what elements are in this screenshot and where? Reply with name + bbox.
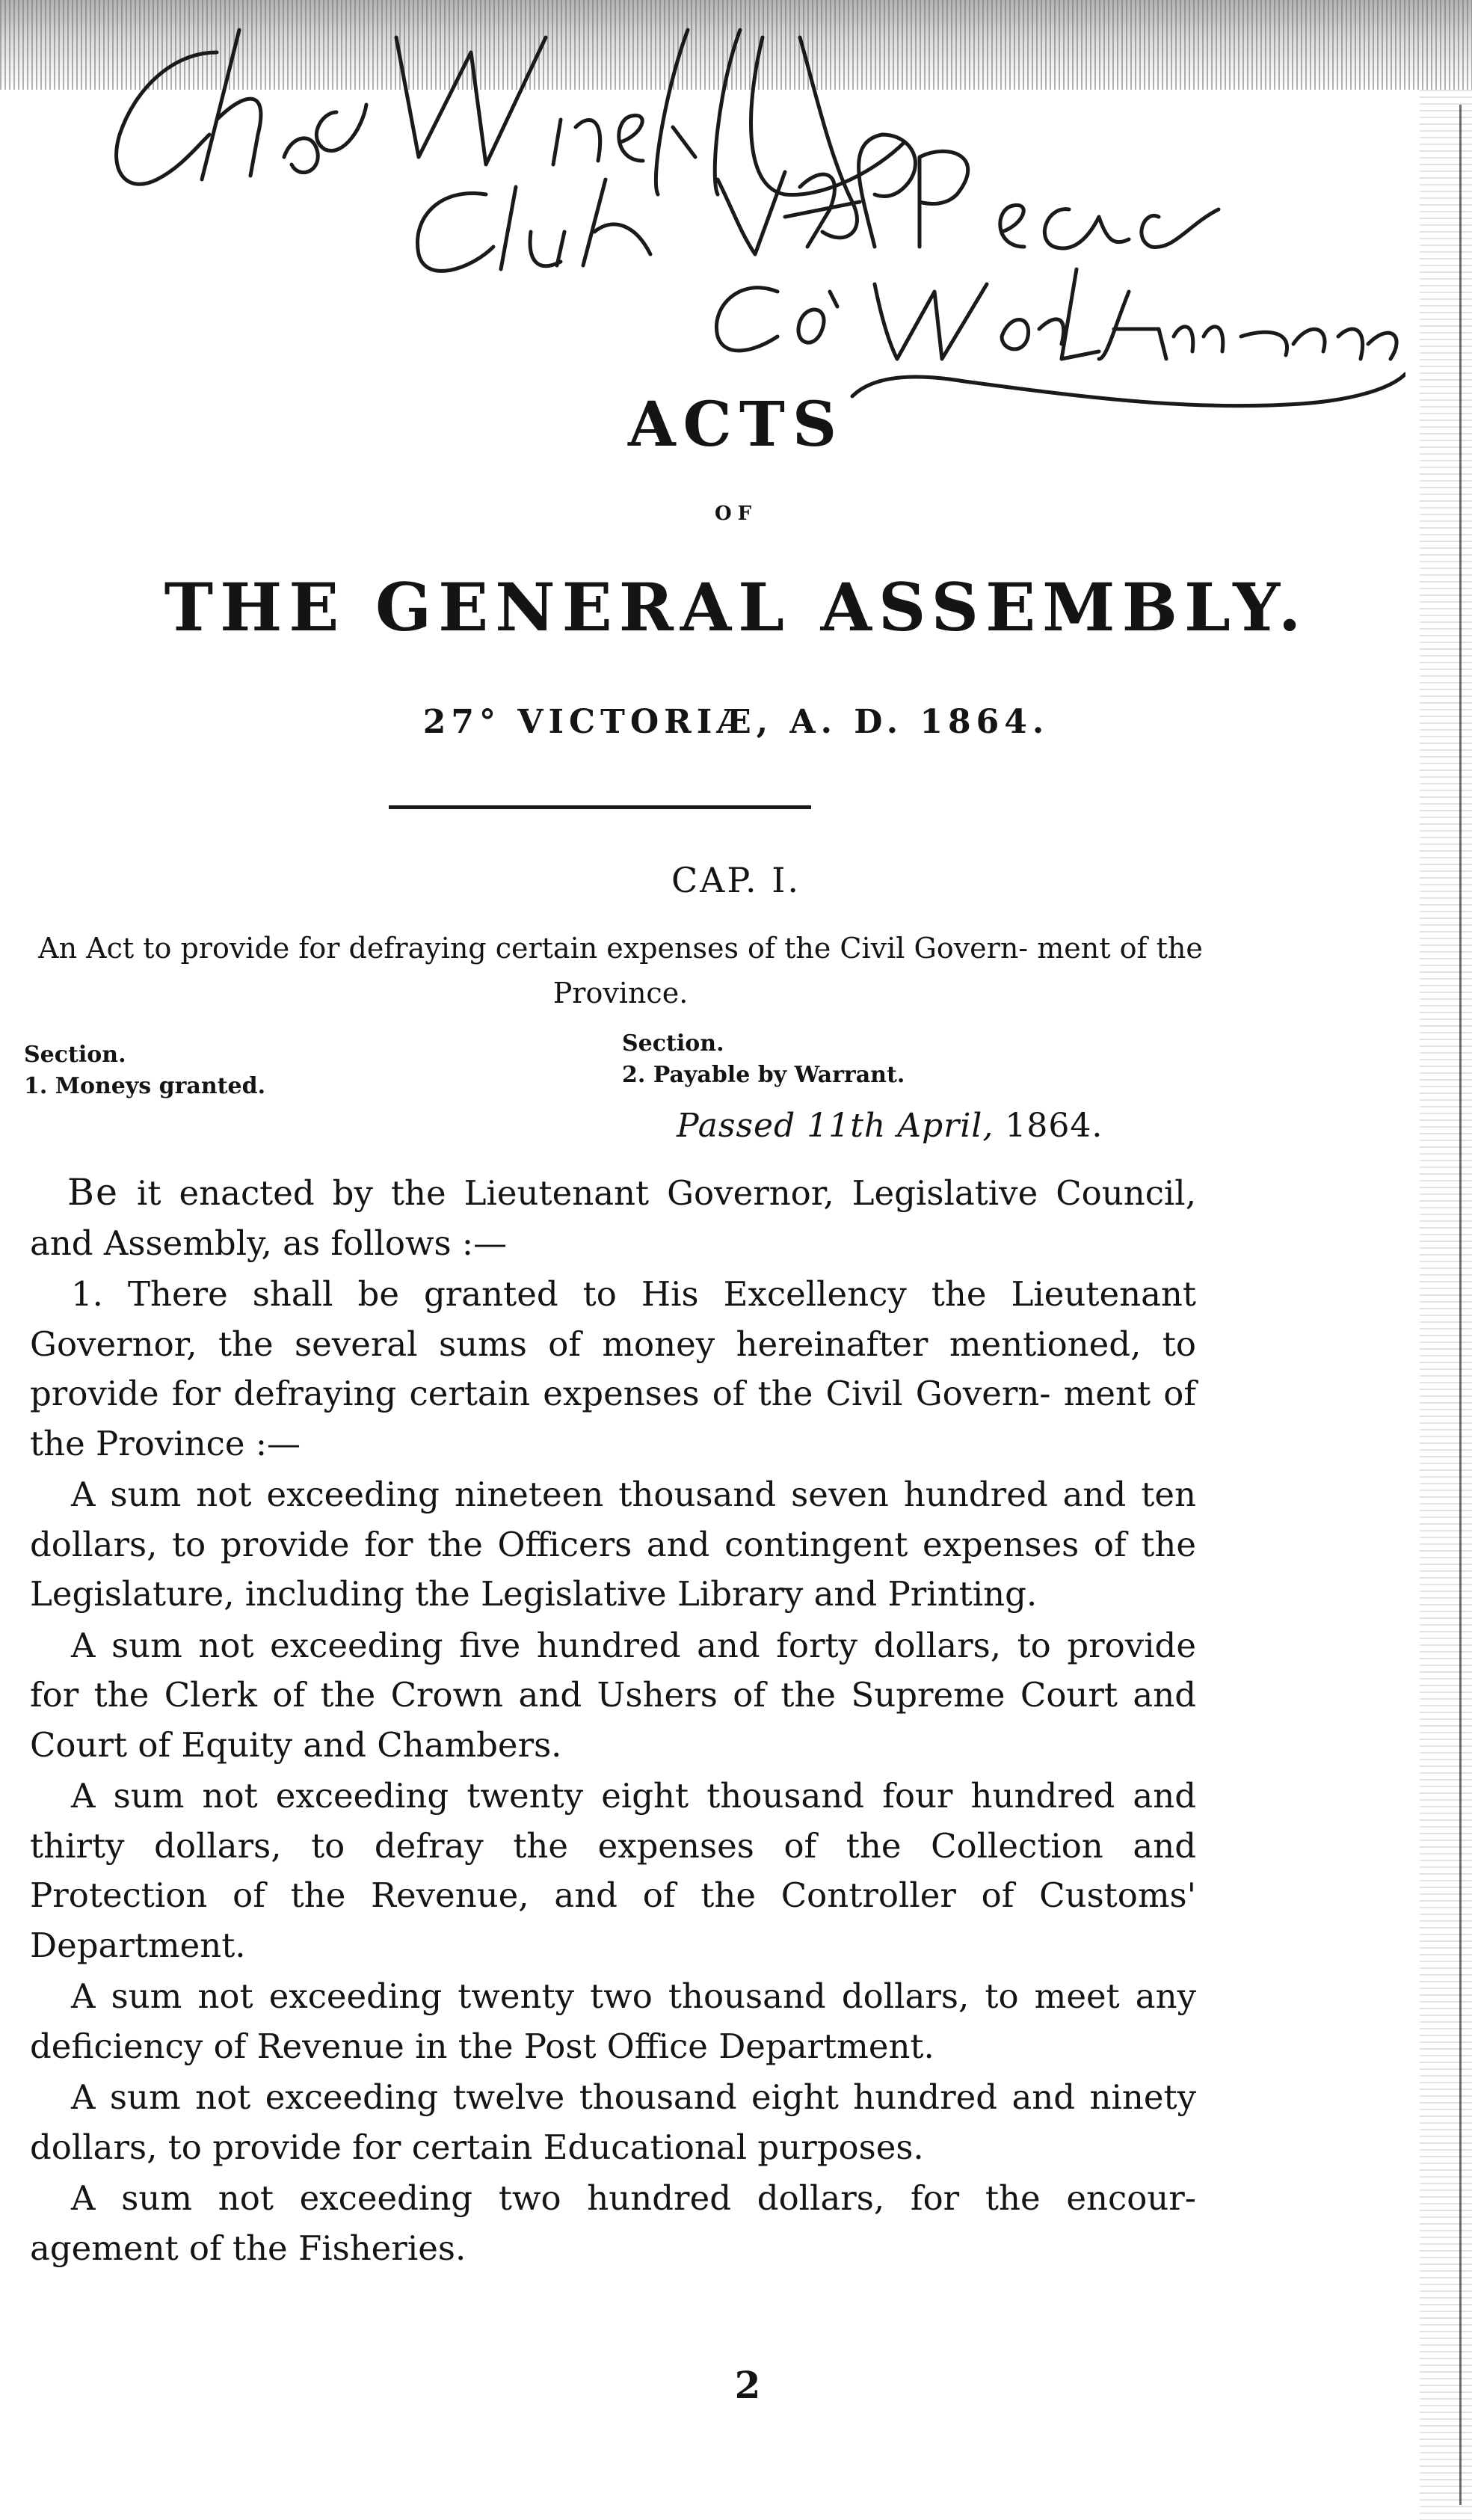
grant-paragraph: A sum not exceeding five hundred and forty dollars, to provide for the Clerk of the Crown and Ushers of the Supreme Court and Court of Equity and Chambers.	[30, 1625, 1196, 1765]
grant-paragraph: A sum not exceeding twenty eight thousand four hundred and thirty dollars, to defray the expenses of the Collection and Protection of the Revenue, and of the Controller of Customs' Department.	[30, 1776, 1196, 1965]
grant-paragraph: A sum not exceeding twelve thousand eight hundred and ninety dollars, to provide for certain Educational purposes.	[30, 2077, 1196, 2167]
divider-rule	[389, 805, 811, 809]
grant-paragraph: A sum not exceeding nineteen thousand seven hundred and ten dollars, to provide for the Officers and contingent expenses of the Legislature, including the Legislative Library and Printing.	[30, 1475, 1196, 1614]
regnal-year: 27° VICTORIÆ, A. D. 1864.	[422, 703, 1050, 741]
section-heading: Section.	[622, 1030, 724, 1057]
handwritten-signature	[67, 7, 1405, 426]
enacting-text: it enacted by the Lieutenant Governor, Legislative Council, and Assembly, as follows :—	[30, 1173, 1196, 1263]
passed-year: 1864.	[1005, 1107, 1103, 1145]
passed-date	[677, 1107, 1103, 1145]
section-index-right	[622, 1028, 905, 1091]
section-heading: Section.	[24, 1042, 126, 1068]
page-title: ACTS	[627, 389, 845, 461]
section-1: 1. There shall be granted to His Excellency the Lieutenant Governor, the several sums of money hereinafter mentioned, to provide for defraying certain expenses of the Civil Govern- ment of the Province :—	[30, 1274, 1196, 1463]
passed-label: Passed	[677, 1107, 796, 1145]
page-number: 2	[734, 2363, 761, 2407]
act-body	[30, 1168, 1196, 2275]
section-index-left	[24, 1039, 265, 1102]
assembly-heading: THE GENERAL ASSEMBLY.	[164, 568, 1308, 646]
grant-paragraph: A sum not exceeding two hundred dollars, for the encour- agement of the Fisheries.	[30, 2178, 1196, 2268]
passed-day: 11th April,	[807, 1107, 994, 1145]
chapter-number: CAP. I.	[671, 860, 801, 900]
title-of: OF	[714, 503, 758, 525]
section-item: 2. Payable by Warrant.	[622, 1062, 905, 1088]
section-item: 1. Moneys granted.	[24, 1073, 266, 1099]
enacting-dropcap: Be	[67, 1171, 120, 1214]
page-edge-rule	[1459, 105, 1462, 2505]
enacting-clause	[30, 1168, 1196, 1268]
grant-paragraph: A sum not exceeding twenty two thousand dollars, to meet any deficiency of Revenue in the Post Office Department.	[30, 1976, 1196, 2066]
chapter-title: An Act to provide for defraying certain expenses of the Civil Govern- ment of the Province.	[38, 932, 1203, 1009]
